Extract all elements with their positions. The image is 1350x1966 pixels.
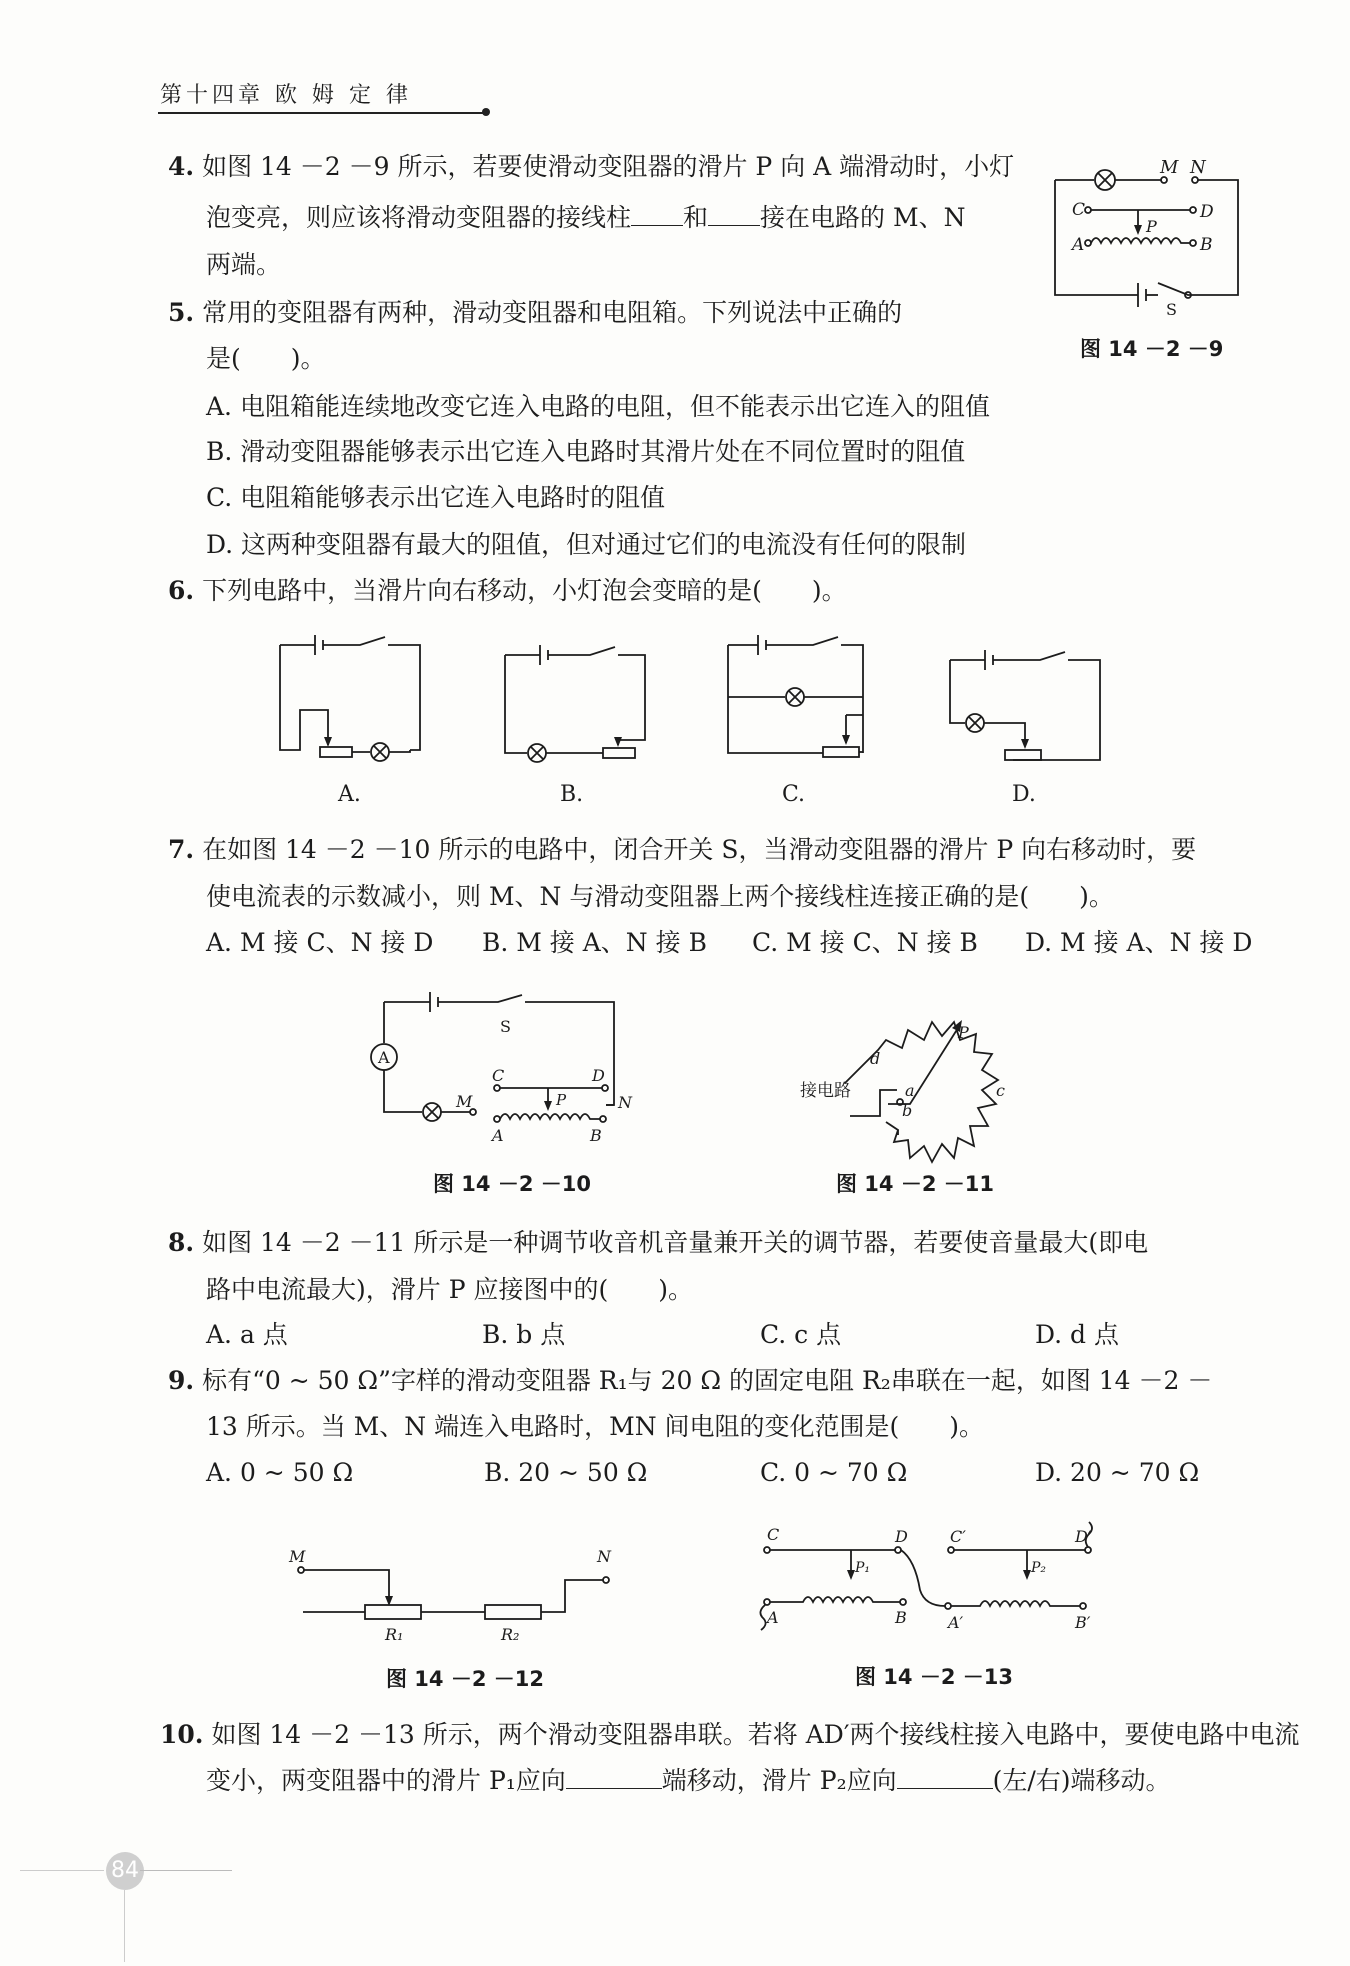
fig12-label-R2: R₂ [501, 1625, 520, 1644]
q10-blank-1[interactable] [566, 1766, 662, 1789]
header-rule-dot [482, 108, 490, 116]
fig11-caption: 图 14 －2 －11 [836, 1172, 994, 1196]
q6-circuit-c [718, 635, 878, 765]
fig9-label-C: C [1072, 200, 1086, 220]
figure-14-2-12 [285, 1547, 625, 1644]
fig12-label-N: N [597, 1547, 611, 1566]
fig9-label-S: S [1166, 300, 1177, 319]
fig12-label-M: M [289, 1547, 306, 1566]
fig13-label-D: D [895, 1527, 908, 1546]
footer-rule-left [20, 1870, 104, 1871]
footer-vertical-rule [124, 1890, 125, 1962]
fig11-label-d: d [870, 1049, 881, 1068]
figure-14-2-10 [370, 995, 640, 1155]
q4-text-1: 如图 14 －2 －9 所示，若要使滑动变阻器的滑片 P 向 A 端滑动时，小灯 [202, 152, 1015, 181]
figure-14-2-13 [755, 1520, 1115, 1645]
q7-line-2: 使电流表的示数减小，则 M、N 与滑动变阻器上两个接线柱连接正确的是( )。 [206, 882, 1114, 911]
q7-option-a[interactable]: A. M 接 C、N 接 D [206, 928, 434, 957]
q10-blank-2[interactable] [897, 1766, 993, 1789]
q5-option-a[interactable]: A. 电阻箱能连续地改变它连入电路的电阻，但不能表示出它连入的阻值 [206, 392, 990, 421]
q4-number: 4. [168, 152, 195, 181]
q5-line-2: 是( )。 [206, 344, 326, 373]
q10-line-1: 10. 如图 14 －2 －13 所示，两个滑动变阻器串联。若将 AD′两个接线柱接入电路中，要使电路中电流 [160, 1720, 1300, 1749]
q8-option-a[interactable]: A. a 点 [206, 1320, 288, 1349]
q5-option-d[interactable]: D. 这两种变阻器有最大的阻值，但对通过它们的电流没有任何的限制 [206, 530, 967, 559]
q4-blank-1[interactable] [631, 203, 683, 226]
figure-14-2-11 [790, 1000, 1020, 1180]
q4-line-3: 两端。 [206, 250, 282, 279]
fig10-label-B: B [590, 1126, 602, 1145]
q8-line-1: 8. 如图 14 －2 －11 所示是一种调节收音机音量兼开关的调节器，若要使音量最大(即电 [168, 1228, 1149, 1257]
q8-option-b[interactable]: B. b 点 [482, 1320, 566, 1349]
q5-option-c[interactable]: C. 电阻箱能够表示出它连入电路时的阻值 [206, 483, 666, 512]
q8-option-d[interactable]: D. d 点 [1035, 1320, 1119, 1349]
fig11-label-P: P [958, 1023, 969, 1042]
fig9-caption: 图 14 －2 －9 [1080, 337, 1224, 361]
fig9-label-B: B [1200, 235, 1213, 255]
q8-line-2: 路中电流最大)，滑片 P 应接图中的( )。 [206, 1275, 693, 1304]
chapter-header: 第十四章 欧 姆 定 律 [160, 83, 412, 108]
q6-label-b[interactable]: B. [560, 782, 584, 807]
fig13-label-B: B [895, 1608, 907, 1627]
q5-line-1: 5. 常用的变阻器有两种，滑动变阻器和电阻箱。下列说法中正确的 [168, 298, 903, 327]
fig11-label-b: b [902, 1101, 913, 1120]
q6-circuit-b [495, 635, 655, 765]
fig13-label-P1: P₁ [855, 1560, 871, 1576]
header-rule [158, 112, 488, 114]
fig10-label-N: N [618, 1093, 632, 1112]
fig10-label-C: C [492, 1066, 505, 1085]
fig13-label-Ap: A′ [948, 1613, 964, 1632]
q9-option-c[interactable]: C. 0 ~ 70 Ω [760, 1458, 908, 1487]
fig9-label-N: N [1190, 157, 1206, 178]
fig13-label-P2: P₂ [1031, 1560, 1047, 1576]
fig10-label-ammeter: A [378, 1048, 390, 1067]
footer-rule [140, 1870, 232, 1871]
figure-14-2-9 [1050, 155, 1250, 319]
q9-option-d[interactable]: D. 20 ~ 70 Ω [1035, 1458, 1200, 1487]
fig11-label-c: c [996, 1081, 1005, 1100]
page-number: 84 [106, 1852, 144, 1890]
fig13-label-A: A [767, 1608, 779, 1627]
q7-option-c[interactable]: C. M 接 C、N 接 B [752, 928, 978, 957]
q6-label-a[interactable]: A. [338, 782, 361, 807]
q5-option-b[interactable]: B. 滑动变阻器能够表示出它连入电路时其滑片处在不同位置时的阻值 [206, 437, 966, 466]
fig10-label-P: P [556, 1091, 567, 1109]
q6-line-1: 6. 下列电路中，当滑片向右移动，小灯泡会变暗的是( )。 [168, 576, 847, 605]
q9-option-a[interactable]: A. 0 ~ 50 Ω [206, 1458, 354, 1487]
fig13-label-Bp: B′ [1075, 1613, 1091, 1632]
q6-label-d[interactable]: D. [1012, 782, 1036, 807]
fig10-label-A: A [492, 1126, 504, 1145]
q9-option-b[interactable]: B. 20 ~ 50 Ω [484, 1458, 648, 1487]
fig13-label-Dp: D′ [1075, 1527, 1092, 1546]
fig9-label-D: D [1200, 202, 1214, 222]
q10-line-2: 变小，两变阻器中的滑片 P₁应向 端移动，滑片 P₂应向 (左/右)端移动。 [206, 1766, 1171, 1795]
fig9-label-P: P [1146, 217, 1157, 236]
fig13-label-Cp: C′ [950, 1527, 966, 1546]
q6-circuit-a [270, 635, 430, 765]
fig10-caption: 图 14 －2 －10 [433, 1172, 591, 1196]
fig11-label-connect: 接电路 [800, 1081, 851, 1101]
q9-line-1: 9. 标有“0 ~ 50 Ω”字样的滑动变阻器 R₁与 20 Ω 的固定电阻 R₂串联在一起，如图 14 －2 － [168, 1366, 1213, 1395]
q4-line-1 [168, 152, 1014, 182]
q6-circuit-d [945, 645, 1105, 770]
q7-option-b[interactable]: B. M 接 A、N 接 B [482, 928, 707, 957]
q8-option-c[interactable]: C. c 点 [760, 1320, 842, 1349]
fig9-label-A: A [1072, 235, 1085, 255]
fig10-label-M: M [456, 1092, 473, 1111]
fig13-caption: 图 14 －2 －13 [855, 1665, 1013, 1689]
q6-label-c[interactable]: C. [782, 782, 806, 807]
fig10-label-D: D [592, 1066, 605, 1085]
fig13-label-C: C [767, 1525, 780, 1544]
fig12-label-R1: R₁ [385, 1625, 404, 1644]
q4-blank-2[interactable] [708, 203, 760, 226]
fig9-label-M: M [1160, 157, 1179, 178]
q7-option-d[interactable]: D. M 接 A、N 接 D [1025, 928, 1253, 957]
fig11-label-a: a [905, 1081, 915, 1100]
fig10-label-S: S [500, 1017, 511, 1036]
fig12-caption: 图 14 －2 －12 [386, 1667, 544, 1691]
q7-line-1: 7. 在如图 14 －2 －10 所示的电路中，闭合开关 S，当滑动变阻器的滑片 P 向右移动时，要 [168, 835, 1197, 864]
q9-line-2: 13 所示。当 M、N 端连入电路时，MN 间电阻的变化范围是( )。 [206, 1412, 985, 1441]
q4-line-2: 泡变亮，则应该将滑动变阻器的接线柱 和 接在电路的 M、N [206, 203, 966, 232]
